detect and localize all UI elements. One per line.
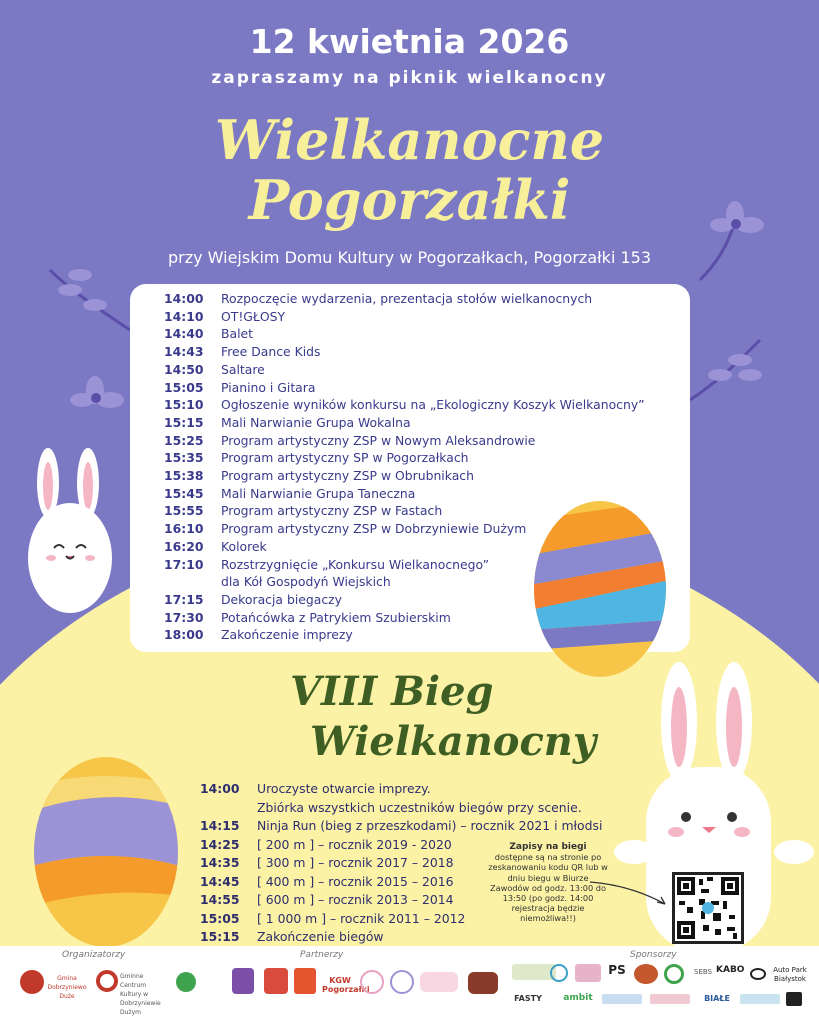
qr-code-pattern — [675, 875, 741, 941]
run-schedule-event: [ 300 m ] – rocznik 2017 – 2018 — [257, 855, 454, 870]
schedule-time: 14:50 — [164, 361, 204, 377]
schedule-time: 14:43 — [164, 344, 204, 360]
logo-kgw: KGW Pogorzałki — [322, 976, 370, 994]
run-schedule-event: [ 1 000 m ] – rocznik 2011 – 2012 — [257, 910, 466, 926]
logo-sebs: SEBS — [694, 968, 712, 976]
logo-kabo: KABO — [716, 965, 745, 975]
schedule-time: 15:05 — [164, 379, 204, 395]
schedule-event: OT!GŁOSY — [221, 308, 286, 324]
schedule-event: Mali Narwianie Grupa Wokalna — [221, 414, 411, 430]
sponsor-logo-5-icon — [664, 964, 684, 984]
logo-ambit: ambit — [563, 993, 593, 1003]
run-schedule-event: Zakończenie biegów — [257, 929, 384, 944]
schedule-time: 17:10 — [164, 556, 204, 572]
schedule-event: Program artystyczny ZSP w Nowym Aleksandrowie — [221, 432, 536, 448]
run-schedule-time: 14:25 — [200, 836, 240, 852]
schedule-event: Program artystyczny SP w Pogorzałkach — [221, 450, 469, 466]
sponsor-logo-8-icon — [740, 994, 780, 1004]
schedule-time: 16:20 — [164, 538, 204, 554]
partner-logo-2-icon — [232, 968, 254, 994]
run-schedule-event: [ 200 m ] – rocznik 2019 - 2020 — [257, 836, 452, 852]
run-schedule-event: Uroczyste otwarcie imprezy. Zbiórka wszystkich uczestników biegów przy scenie. — [257, 781, 582, 815]
schedule-row — [164, 432, 690, 450]
run-schedule-time: 14:00 — [200, 781, 240, 796]
schedule-event: Pianino i Gitara — [221, 379, 316, 395]
schedule-event: Mali Narwianie Grupa Taneczna — [221, 485, 416, 501]
schedule-event: Zakończenie imprezy — [221, 627, 353, 643]
schedule-row — [164, 467, 690, 485]
run-schedule-event: [ 400 m ] – rocznik 2015 – 2016 — [257, 873, 454, 889]
schedule-row — [164, 325, 690, 343]
venue-text: przy Wiejskim Domu Kultury w Pogorzałkach, Pogorzałki 153 — [167, 248, 652, 267]
schedule-row — [164, 343, 690, 361]
partners-label: Partnerzy — [300, 950, 344, 960]
partner-logo-4-icon — [294, 968, 316, 994]
arrow-icon — [590, 880, 670, 910]
logo-fasty: FASTY — [514, 994, 542, 1003]
schedule-event: Rozstrzygnięcie „Konkursu Wielkanocnego” dla Kół Gospodyń Wiejskich — [221, 556, 490, 590]
run-schedule-row — [200, 928, 630, 947]
easter-egg-left — [32, 756, 180, 948]
logo-gmina: Gmina Dobrzyniewo Duże — [47, 975, 87, 1000]
schedule-event: Ogłoszenie wyników konkursu na „Ekologiczny Koszyk Wielkanocny” — [221, 397, 645, 413]
sponsors-label: Sponsorzy — [630, 950, 677, 960]
run-schedule-event: Ninja Run (bieg z przeszkodami) – rocznik 2021 i młodsi — [257, 818, 603, 833]
run-schedule-event: [ 600 m ] – rocznik 2013 – 2014 — [257, 892, 454, 907]
invitation-text: zapraszamy na piknik wielkanocny — [211, 68, 608, 88]
partner-logo-1-icon — [176, 972, 196, 992]
logo-biale: BIAŁE — [704, 994, 730, 1003]
schedule-event: Program artystyczny ZSP w Dobrzyniewie Dużym — [221, 521, 527, 537]
schedule-time: 15:45 — [164, 485, 204, 501]
run-schedule-time: 14:55 — [200, 892, 240, 907]
sponsor-logo-4-icon — [634, 964, 658, 984]
schedule-event: Potańcówka z Patrykiem Szubierskim — [221, 609, 451, 625]
title-line-1: Wielkanocne — [214, 108, 605, 172]
gmina-crest-icon — [20, 970, 44, 994]
organizers-label: Organizatorzy — [62, 950, 126, 960]
schedule-event: Free Dance Kids — [221, 344, 321, 360]
logo-ps: PS — [608, 963, 626, 977]
partner-logo-7-icon — [420, 972, 458, 992]
run-schedule-time: 14:15 — [200, 818, 240, 833]
flower-decoration-right — [690, 200, 780, 430]
schedule-event: Saltare — [221, 361, 265, 377]
schedule-time: 16:10 — [164, 521, 204, 537]
schedule-event: Rozpoczęcie wydarzenia, prezentacja stołów wielkanocnych — [221, 291, 593, 306]
schedule-event: Dekoracja biegaczy — [221, 591, 342, 607]
partner-logo-3-icon — [264, 968, 288, 994]
schedule-event: Balet — [221, 326, 254, 342]
easter-egg-right — [530, 500, 670, 678]
logo-autopark: Auto Park Białystok — [773, 966, 807, 983]
qr-code[interactable] — [672, 872, 744, 944]
schedule-time: 17:15 — [164, 591, 204, 607]
schedule-time: 14:00 — [164, 291, 204, 306]
run-schedule-time: 14:45 — [200, 873, 240, 889]
sponsor-logo-2-icon — [550, 964, 568, 982]
partner-logo-5-icon — [360, 970, 384, 994]
schedule-row — [164, 449, 690, 467]
schedule-time: 15:35 — [164, 450, 204, 466]
run-logo — [290, 668, 597, 778]
schedule-row — [164, 361, 690, 379]
schedule-row — [164, 290, 690, 308]
sponsor-logo-6-icon — [602, 994, 642, 1004]
schedule-row — [164, 379, 690, 397]
schedule-time: 18:00 — [164, 627, 204, 643]
logo-gck: Gminne Centrum Kultury w Dobrzyniewie Dużym — [120, 973, 161, 1016]
flower-decoration-left — [40, 250, 140, 430]
title-line-2: Pogorzałki — [248, 168, 571, 232]
sponsor-logo-7-icon — [650, 994, 690, 1004]
schedule-time: 17:30 — [164, 609, 204, 625]
schedule-row — [164, 414, 690, 432]
schedule-time: 15:10 — [164, 397, 204, 413]
schedule-row — [164, 396, 690, 414]
schedule-row — [164, 308, 690, 326]
schedule-event: Kolorek — [221, 538, 267, 554]
run-schedule-row — [200, 780, 630, 817]
bunny-left-illustration — [18, 448, 128, 618]
schedule-event: Program artystyczny ZSP w Obrubnikach — [221, 468, 474, 484]
gck-logo-icon — [96, 970, 118, 992]
run-schedule-time: 15:05 — [200, 910, 240, 926]
schedule-event: Program artystyczny ZSP w Fastach — [221, 503, 443, 519]
schedule-time: 15:55 — [164, 503, 204, 519]
schedule-time: 15:38 — [164, 468, 204, 484]
signup-title: Zapisy na biegi — [509, 842, 587, 852]
sponsor-logo-3-icon — [575, 964, 601, 982]
schedule-time: 15:25 — [164, 432, 204, 448]
event-date: 12 kwietnia 2026 — [249, 22, 570, 61]
run-logo-line-1: VIII Bieg — [290, 668, 494, 715]
run-logo-line-2: Wielkanocny — [310, 718, 597, 765]
signup-text: dostępne są na stronie po zeskanowaniu kodu QR lub w dniu biegu w Biurze Zawodów od godz. 13:00 do 13:50 (po godz. 14:00 rejestracja będzie niemożliwa!!) — [488, 852, 608, 924]
partner-logo-8-icon — [468, 972, 498, 994]
schedule-time: 14:10 — [164, 308, 204, 324]
run-schedule-row — [200, 817, 630, 836]
partner-logo-6-icon — [390, 970, 414, 994]
schedule-time: 14:40 — [164, 326, 204, 342]
toyota-icon — [750, 968, 766, 980]
run-schedule-time: 15:15 — [200, 929, 240, 944]
run-schedule-time: 14:35 — [200, 855, 240, 870]
schedule-time: 15:15 — [164, 414, 204, 430]
sponsor-logo-9-icon — [786, 992, 802, 1006]
